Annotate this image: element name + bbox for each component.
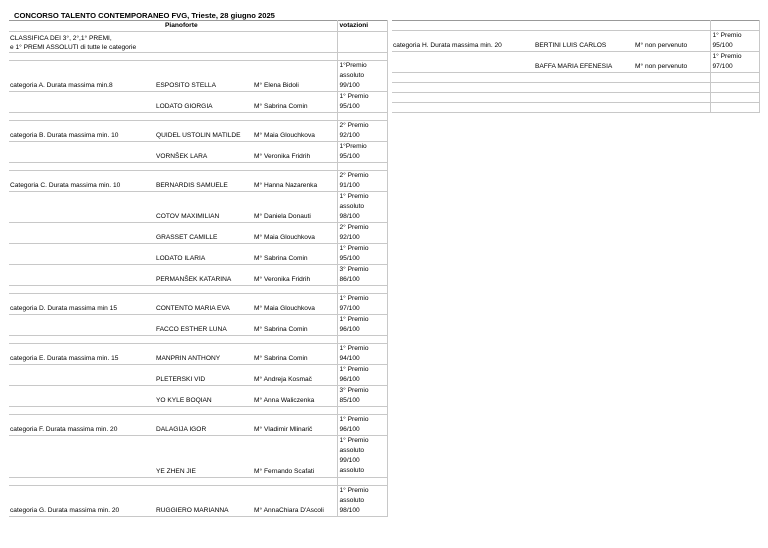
student-name [155, 478, 253, 486]
teacher-name: M° Maia Glouchkova [253, 121, 337, 142]
separator-row [9, 113, 387, 121]
votes-header: votazioni [337, 21, 387, 32]
vote-cell: 1° Premio 96/100 [337, 315, 387, 336]
teacher-name: M° Fernando Scafati [253, 436, 337, 478]
table-row [9, 142, 387, 163]
vote-cell: 1°Premio assoluto 99/100 [337, 61, 387, 92]
student-name: LODATO GIORGIA [155, 92, 253, 113]
student-name [534, 93, 634, 103]
category-cell [9, 336, 155, 344]
table-row [9, 61, 387, 92]
student-name: DALAGIJA IGOR [155, 415, 253, 436]
category-cell [9, 436, 155, 478]
category-cell [9, 407, 155, 415]
classifica-line-2: e 1° PREMI ASSOLUTI di tutte le categorie [10, 44, 137, 51]
classifica-row [9, 32, 387, 53]
results-table-right [392, 20, 760, 113]
category-cell [9, 163, 155, 171]
teacher-name: M° Maia Glouchkova [253, 294, 337, 315]
teacher-name [634, 83, 710, 93]
vote-cell: 1° Premio 95/100 [337, 244, 387, 265]
results-table [9, 20, 388, 517]
vote-cell: 2° Premio 91/100 [337, 171, 387, 192]
student-name [534, 83, 634, 93]
category-cell [9, 286, 155, 294]
student-name [155, 407, 253, 415]
student-name [155, 336, 253, 344]
teacher-name: M° Sabrina Comin [253, 315, 337, 336]
vote-cell [710, 73, 759, 83]
teacher-name: M° Sabrina Comin [253, 92, 337, 113]
vote-cell: 1° Premio assoluto 99/100 assoluto [337, 436, 387, 478]
category-cell [9, 53, 155, 61]
category-cell [9, 365, 155, 386]
student-name: YE ZHEN JIE [155, 436, 253, 478]
student-name: VORNŠEK LARA [155, 142, 253, 163]
vote-cell: 1° Premio 96/100 [337, 415, 387, 436]
vote-cell [337, 163, 387, 171]
teacher-name [634, 93, 710, 103]
teacher-name [253, 336, 337, 344]
student-name: BERNARDIS SAMUELE [155, 171, 253, 192]
vote-cell: 1° Premio assoluto 98/100 [337, 486, 387, 517]
teacher-name: M° Anna Waliczenka [253, 386, 337, 407]
table-row [9, 365, 387, 386]
student-name [155, 163, 253, 171]
category-cell [9, 192, 155, 223]
table-header-row [9, 21, 387, 32]
category-cell: categoria F. Durata massima min. 20 [9, 415, 155, 436]
student-name: BAFFA MARIA EFENESIA [534, 52, 634, 73]
teacher-name [253, 286, 337, 294]
vote-cell: 1° Premio 96/100 [337, 365, 387, 386]
category-cell [9, 142, 155, 163]
vote-cell [710, 103, 759, 113]
vote-cell: 1° Premio 95/100 [710, 31, 759, 52]
separator-row [9, 53, 387, 61]
vote-cell [337, 478, 387, 486]
teacher-name: M° Elena Bidoli [253, 61, 337, 92]
vote-cell [337, 336, 387, 344]
table-row [9, 294, 387, 315]
vote-cell [337, 53, 387, 61]
table-row [9, 171, 387, 192]
table-row [9, 92, 387, 113]
student-name [155, 53, 253, 61]
category-cell: categoria H. Durata massima min. 20 [392, 31, 534, 52]
table-row [392, 31, 759, 52]
category-cell: Categoria C. Durata massima min. 10 [9, 171, 155, 192]
table-row [9, 415, 387, 436]
vote-cell [710, 93, 759, 103]
results-body-right [392, 31, 759, 113]
table-row [392, 93, 759, 103]
category-cell: categoria B. Durata massima min. 10 [9, 121, 155, 142]
vote-cell: 2° Premio 92/100 [337, 223, 387, 244]
teacher-name [634, 73, 710, 83]
vote-cell [710, 83, 759, 93]
table-row [9, 265, 387, 286]
table-row [9, 192, 387, 223]
teacher-name [253, 113, 337, 121]
teacher-name [253, 407, 337, 415]
classifica-line-1: CLASSIFICA DEI 3°, 2°,1° PREMI, [10, 35, 112, 42]
teacher-name: M° Hanna Nazarenka [253, 171, 337, 192]
student-name [155, 286, 253, 294]
student-name: FACCO ESTHER LUNA [155, 315, 253, 336]
teacher-name: M° Daniela Donauti [253, 192, 337, 223]
teacher-name: M° Veronika Fridrih [253, 142, 337, 163]
teacher-name: M° AnnaChiara D'Ascoli [253, 486, 337, 517]
separator-row [9, 163, 387, 171]
student-name [534, 103, 634, 113]
table-row [9, 344, 387, 365]
category-cell [392, 83, 534, 93]
table-row [9, 386, 387, 407]
teacher-name: M° Veronika Fridrih [253, 265, 337, 286]
vote-cell: 1° Premio 94/100 [337, 344, 387, 365]
teacher-name: M° non pervenuto [634, 31, 710, 52]
category-cell [392, 103, 534, 113]
table-row [392, 103, 759, 113]
vote-cell: 1° Premio 97/100 [337, 294, 387, 315]
student-name: BERTINI LUIS CARLOS [534, 31, 634, 52]
table-row [392, 73, 759, 83]
vote-cell: 3° Premio 86/100 [337, 265, 387, 286]
student-name: QUIDEL USTOLIN MATILDE [155, 121, 253, 142]
teacher-name: M° Maia Glouchkova [253, 223, 337, 244]
category-cell: categoria A. Durata massima min.8 [9, 61, 155, 92]
category-cell [392, 52, 534, 73]
category-cell [9, 223, 155, 244]
teacher-name: M° Sabrina Comin [253, 244, 337, 265]
right-header-row [392, 21, 759, 31]
student-name: PERMANŠEK KATARINA [155, 265, 253, 286]
category-cell [9, 244, 155, 265]
table-row [9, 436, 387, 478]
student-name: COTOV MAXIMILIAN [155, 192, 253, 223]
teacher-name [634, 103, 710, 113]
table-row [392, 52, 759, 73]
category-cell [9, 478, 155, 486]
document-title: CONCORSO TALENTO CONTEMPORANEO FVG, Trieste, 28 giugno 2025 [14, 11, 275, 20]
category-cell [392, 73, 534, 83]
vote-cell: 1° Premio 97/100 [710, 52, 759, 73]
separator-row [9, 407, 387, 415]
table-row [9, 244, 387, 265]
vote-cell [337, 113, 387, 121]
student-name: CONTENTO MARIA EVA [155, 294, 253, 315]
vote-cell: 3° Premio 85/100 [337, 386, 387, 407]
table-row [9, 486, 387, 517]
teacher-name: M° non pervenuto [634, 52, 710, 73]
teacher-name: M° Andreja Kosmač [253, 365, 337, 386]
category-cell: categoria E. Durata massima min. 15 [9, 344, 155, 365]
table-row [9, 223, 387, 244]
student-name: ESPOSITO STELLA [155, 61, 253, 92]
category-cell: categoria D. Durata massima min 15 [9, 294, 155, 315]
student-name: RUGGIERO MARIANNA [155, 486, 253, 517]
student-name: YO KYLE BOQIAN [155, 386, 253, 407]
separator-row [9, 336, 387, 344]
category-cell [9, 265, 155, 286]
student-name: GRASSET CAMILLE [155, 223, 253, 244]
table-row [392, 83, 759, 93]
student-name [534, 73, 634, 83]
category-cell [9, 386, 155, 407]
student-name: PLETERSKI VID [155, 365, 253, 386]
category-cell [9, 92, 155, 113]
vote-cell: 1° Premio 95/100 [337, 92, 387, 113]
teacher-name [253, 478, 337, 486]
vote-cell [337, 407, 387, 415]
teacher-name: M° Sabrina Comin [253, 344, 337, 365]
table-row [9, 121, 387, 142]
vote-cell: 1°Premio 95/100 [337, 142, 387, 163]
separator-row [9, 286, 387, 294]
student-name [155, 113, 253, 121]
category-cell [9, 113, 155, 121]
student-name: LODATO ILARIA [155, 244, 253, 265]
results-body [9, 53, 387, 517]
teacher-name [253, 163, 337, 171]
teacher-name: M° Vladimir Mlinarič [253, 415, 337, 436]
vote-cell: 2° Premio 92/100 [337, 121, 387, 142]
teacher-name [253, 53, 337, 61]
table-row [9, 315, 387, 336]
student-name: MANPRIN ANTHONY [155, 344, 253, 365]
category-cell [9, 315, 155, 336]
vote-cell [337, 286, 387, 294]
separator-row [9, 478, 387, 486]
instrument-header: Pianoforte [155, 21, 337, 32]
category-cell [392, 93, 534, 103]
category-cell: categoria G. Durata massima min. 20 [9, 486, 155, 517]
vote-cell: 1° Premio assoluto 98/100 [337, 192, 387, 223]
